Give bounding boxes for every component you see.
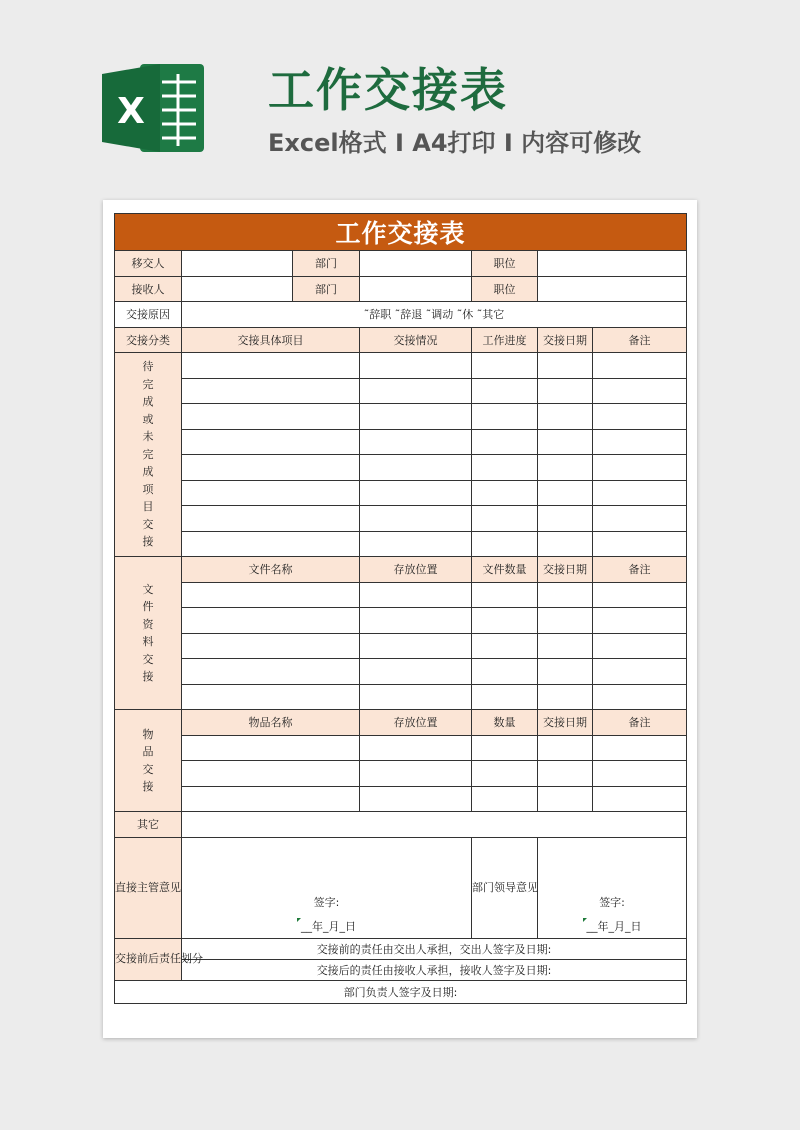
table-cell[interactable] xyxy=(538,429,593,455)
table-cell[interactable] xyxy=(182,633,360,659)
table-cell[interactable] xyxy=(472,684,538,710)
table-cell[interactable] xyxy=(538,684,593,710)
table-cell[interactable] xyxy=(593,506,687,532)
table-cell[interactable] xyxy=(593,378,687,404)
table-cell[interactable] xyxy=(538,659,593,685)
table-cell[interactable] xyxy=(182,480,360,506)
table-cell[interactable] xyxy=(360,735,472,761)
table-row xyxy=(115,582,687,608)
table-cell[interactable] xyxy=(538,633,593,659)
table-cell[interactable] xyxy=(593,633,687,659)
table-row xyxy=(115,761,687,787)
table-cell[interactable] xyxy=(182,608,360,634)
col-header: 备注 xyxy=(593,327,687,353)
table-cell[interactable] xyxy=(472,531,538,557)
table-cell[interactable] xyxy=(538,761,593,787)
section3-label xyxy=(115,710,182,812)
page-subtitle: Excel格式 I A4打印 I 内容可修改 xyxy=(268,129,642,157)
table-cell[interactable] xyxy=(472,480,538,506)
table-cell[interactable] xyxy=(472,506,538,532)
table-cell[interactable] xyxy=(360,378,472,404)
section3-label-text: 物品交接 xyxy=(142,727,154,793)
table-cell[interactable] xyxy=(472,633,538,659)
table-cell[interactable] xyxy=(472,786,538,812)
table-cell[interactable] xyxy=(360,455,472,481)
table-cell[interactable] xyxy=(593,480,687,506)
table-cell[interactable] xyxy=(360,531,472,557)
table-row xyxy=(115,480,687,506)
form-paper xyxy=(103,200,697,1038)
table-cell[interactable] xyxy=(538,404,593,430)
mover-dept-label: 部门 xyxy=(293,251,360,277)
dept-leader-date-text: __年_月_日 xyxy=(586,919,642,933)
section2-label xyxy=(115,557,182,710)
table-row xyxy=(115,506,687,532)
table-cell[interactable] xyxy=(472,429,538,455)
reason-options[interactable]: ˜辞职 ˜辞退 ˜调动 ˜休 ˜其它 xyxy=(182,302,687,328)
col-header: 存放位置 xyxy=(360,710,472,736)
section2-label-text: 文件资料交接 xyxy=(142,582,154,683)
table-cell[interactable] xyxy=(593,404,687,430)
reason-label: 交接原因 xyxy=(115,302,182,328)
table-row xyxy=(115,378,687,404)
table-cell[interactable] xyxy=(360,480,472,506)
resp-before[interactable]: 交接前的责任由交出人承担，交出人签字及日期: xyxy=(182,938,687,959)
receiver-dept-input[interactable] xyxy=(360,276,472,302)
table-cell[interactable] xyxy=(182,353,360,379)
supervisor-sign-label: 签字: xyxy=(313,895,340,909)
table-cell[interactable] xyxy=(182,531,360,557)
receiver-label: 接收人 xyxy=(115,276,182,302)
table-cell[interactable] xyxy=(593,608,687,634)
receiver-dept-label: 部门 xyxy=(293,276,360,302)
table-cell[interactable] xyxy=(182,378,360,404)
table-cell[interactable] xyxy=(593,429,687,455)
responsibility-label: 交接前后责任划分 xyxy=(115,938,182,980)
col-header: 物品名称 xyxy=(182,710,360,736)
other-input[interactable] xyxy=(182,812,687,838)
table-row xyxy=(115,659,687,685)
table-row xyxy=(115,735,687,761)
table-cell[interactable] xyxy=(182,455,360,481)
mover-input[interactable] xyxy=(182,251,293,277)
table-cell[interactable] xyxy=(593,735,687,761)
table-row xyxy=(115,531,687,557)
table-cell[interactable] xyxy=(538,786,593,812)
table-cell[interactable] xyxy=(182,735,360,761)
table-cell[interactable] xyxy=(182,404,360,430)
table-row xyxy=(115,404,687,430)
table-cell[interactable] xyxy=(360,404,472,430)
table-cell[interactable] xyxy=(472,608,538,634)
page-title: 工作交接表 xyxy=(268,63,508,117)
supervisor-opinion-area[interactable] xyxy=(182,837,472,938)
category-header: 交接分类 xyxy=(115,327,182,353)
table-cell[interactable] xyxy=(593,455,687,481)
table-cell[interactable] xyxy=(472,404,538,430)
other-label: 其它 xyxy=(115,812,182,838)
col-header: 交接日期 xyxy=(538,557,593,583)
dept-head-sign[interactable]: 部门负责人签字及日期: xyxy=(115,980,687,1003)
section1-label xyxy=(115,353,182,557)
table-cell[interactable] xyxy=(360,506,472,532)
table-cell[interactable] xyxy=(538,531,593,557)
table-row xyxy=(115,608,687,634)
col-header: 存放位置 xyxy=(360,557,472,583)
table-cell[interactable] xyxy=(593,582,687,608)
supervisor-date xyxy=(182,918,471,934)
table-cell[interactable] xyxy=(360,684,472,710)
col-header: 备注 xyxy=(593,710,687,736)
col-header: 交接日期 xyxy=(538,327,593,353)
form-title: 工作交接表 xyxy=(115,214,687,251)
table-cell[interactable] xyxy=(182,684,360,710)
svg-text:X: X xyxy=(117,91,145,132)
table-row xyxy=(115,429,687,455)
table-cell[interactable] xyxy=(360,633,472,659)
table-cell[interactable] xyxy=(182,582,360,608)
table-cell[interactable] xyxy=(472,455,538,481)
table-cell[interactable] xyxy=(182,429,360,455)
table-cell[interactable] xyxy=(360,429,472,455)
receiver-position-input[interactable] xyxy=(538,276,687,302)
table-cell[interactable] xyxy=(472,378,538,404)
table-cell[interactable] xyxy=(593,684,687,710)
table-row xyxy=(115,455,687,481)
table-cell[interactable] xyxy=(538,353,593,379)
table-cell[interactable] xyxy=(360,582,472,608)
col-header: 交接情况 xyxy=(360,327,472,353)
col-header: 文件名称 xyxy=(182,557,360,583)
col-header: 工作进度 xyxy=(472,327,538,353)
table-cell[interactable] xyxy=(360,659,472,685)
col-header: 文件数量 xyxy=(472,557,538,583)
table-cell[interactable] xyxy=(182,506,360,532)
table-cell[interactable] xyxy=(538,608,593,634)
receiver-input[interactable] xyxy=(182,276,293,302)
table-cell[interactable] xyxy=(472,582,538,608)
table-cell[interactable] xyxy=(593,531,687,557)
mover-position-input[interactable] xyxy=(538,251,687,277)
table-cell[interactable] xyxy=(538,378,593,404)
col-header: 交接日期 xyxy=(538,710,593,736)
table-cell[interactable] xyxy=(593,786,687,812)
table-cell[interactable] xyxy=(538,582,593,608)
dept-leader-date xyxy=(538,918,686,934)
table-cell[interactable] xyxy=(472,659,538,685)
mover-position-label: 职位 xyxy=(472,251,538,277)
table-cell[interactable] xyxy=(538,480,593,506)
dept-leader-opinion-area[interactable] xyxy=(538,837,687,938)
col-header: 交接具体项目 xyxy=(182,327,360,353)
handover-form-table xyxy=(114,213,687,1004)
dept-leader-label: 部门领导意见 xyxy=(472,837,538,938)
table-cell[interactable] xyxy=(360,353,472,379)
table-cell[interactable] xyxy=(593,659,687,685)
table-cell[interactable] xyxy=(360,786,472,812)
table-cell[interactable] xyxy=(593,761,687,787)
table-cell[interactable] xyxy=(472,761,538,787)
table-cell[interactable] xyxy=(538,455,593,481)
col-header: 备注 xyxy=(593,557,687,583)
table-cell[interactable] xyxy=(472,735,538,761)
table-cell[interactable] xyxy=(538,735,593,761)
mover-label: 移交人 xyxy=(115,251,182,277)
col-header: 数量 xyxy=(472,710,538,736)
resp-after[interactable]: 交接后的责任由接收人承担，接收人签字及日期: xyxy=(182,959,687,980)
table-cell[interactable] xyxy=(360,608,472,634)
table-row xyxy=(115,786,687,812)
mover-dept-input[interactable] xyxy=(360,251,472,277)
table-cell[interactable] xyxy=(182,786,360,812)
dept-leader-sign-label: 签字: xyxy=(599,895,625,909)
receiver-position-label: 职位 xyxy=(472,276,538,302)
excel-logo-icon xyxy=(100,60,208,156)
table-cell[interactable] xyxy=(593,353,687,379)
section1-label-text: 待完成或未完成项目交接 xyxy=(142,360,154,549)
table-cell[interactable] xyxy=(538,506,593,532)
table-row xyxy=(115,684,687,710)
table-cell[interactable] xyxy=(182,761,360,787)
supervisor-label: 直接主管意见 xyxy=(115,837,182,938)
table-cell[interactable] xyxy=(472,353,538,379)
table-cell[interactable] xyxy=(360,761,472,787)
table-row xyxy=(115,633,687,659)
supervisor-date-text: __年_月_日 xyxy=(301,919,356,933)
table-cell[interactable] xyxy=(182,659,360,685)
